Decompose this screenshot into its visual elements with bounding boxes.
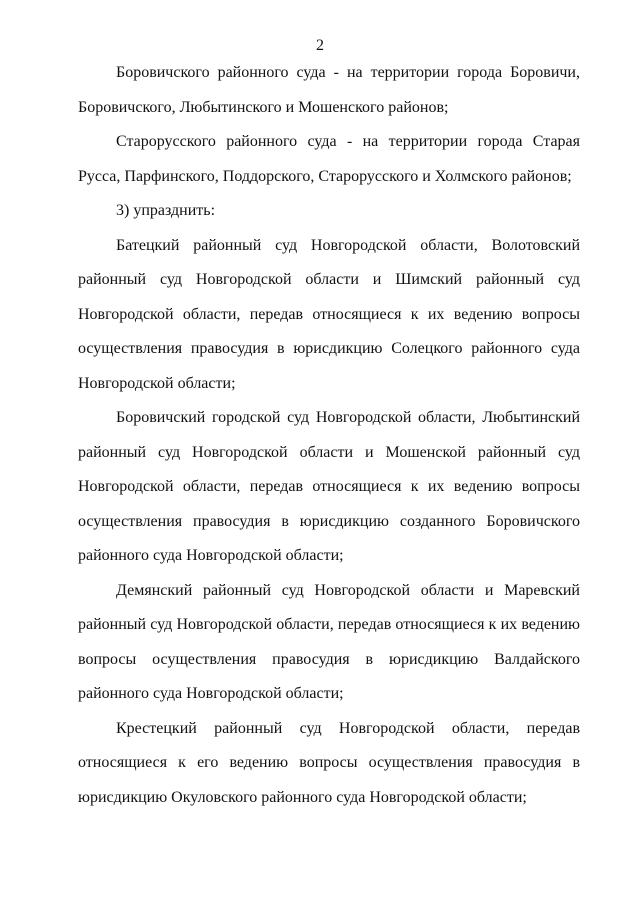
paragraph-abolish-batetsky-volotovsky-shimsky: Батецкий районный суд Новгородской области, Волотовский районный суд Новгородской области и Шимский районный суд Новгородской области, передав относящиеся к их ведению вопросы осуществления правосудия в юрисдикцию Солецкого районного суда Новгородской области; xyxy=(78,236,580,392)
paragraph-abolish-krestsy: Крестецкий районный суд Новгородской области, передав относящиеся к его ведению вопросы осуществления правосудия в юрисдикцию Окуловского районного суда Новгородской области; xyxy=(78,719,580,806)
paragraph-borovichi-court-jurisdiction: Боровичского районного суда - на территории города Боровичи, Боровичского, Любытинского и Мошенского районов; xyxy=(78,64,580,116)
document-body xyxy=(78,56,580,815)
paragraph-abolish-heading: 3) упразднить: xyxy=(116,202,216,219)
paragraph-abolish-borovichi-lyubytino-moshenskoy: Боровичский городской суд Новгородской области, Любытинский районный суд Новгородской области и Мошенской районный суд Новгородской области, передав относящиеся к их ведению вопросы осуществления правосудия в юрисдикцию созданного Боровичского районного суда Новгородской области; xyxy=(78,409,580,564)
paragraph-staraya-russa-court-jurisdiction: Старорусского районного суда - на территории города Старая Русса, Парфинского, Поддорского, Старорусского и Холмского районов; xyxy=(78,133,580,185)
page-number: 2 xyxy=(316,37,324,54)
paragraph-abolish-demyansk-marevo: Демянский районный суд Новгородской области и Маревский районный суд Новгородской области, передав относящиеся к их ведению вопросы осуществления правосудия в юрисдикцию Валдайского районного суда Новгородской области; xyxy=(78,581,580,702)
